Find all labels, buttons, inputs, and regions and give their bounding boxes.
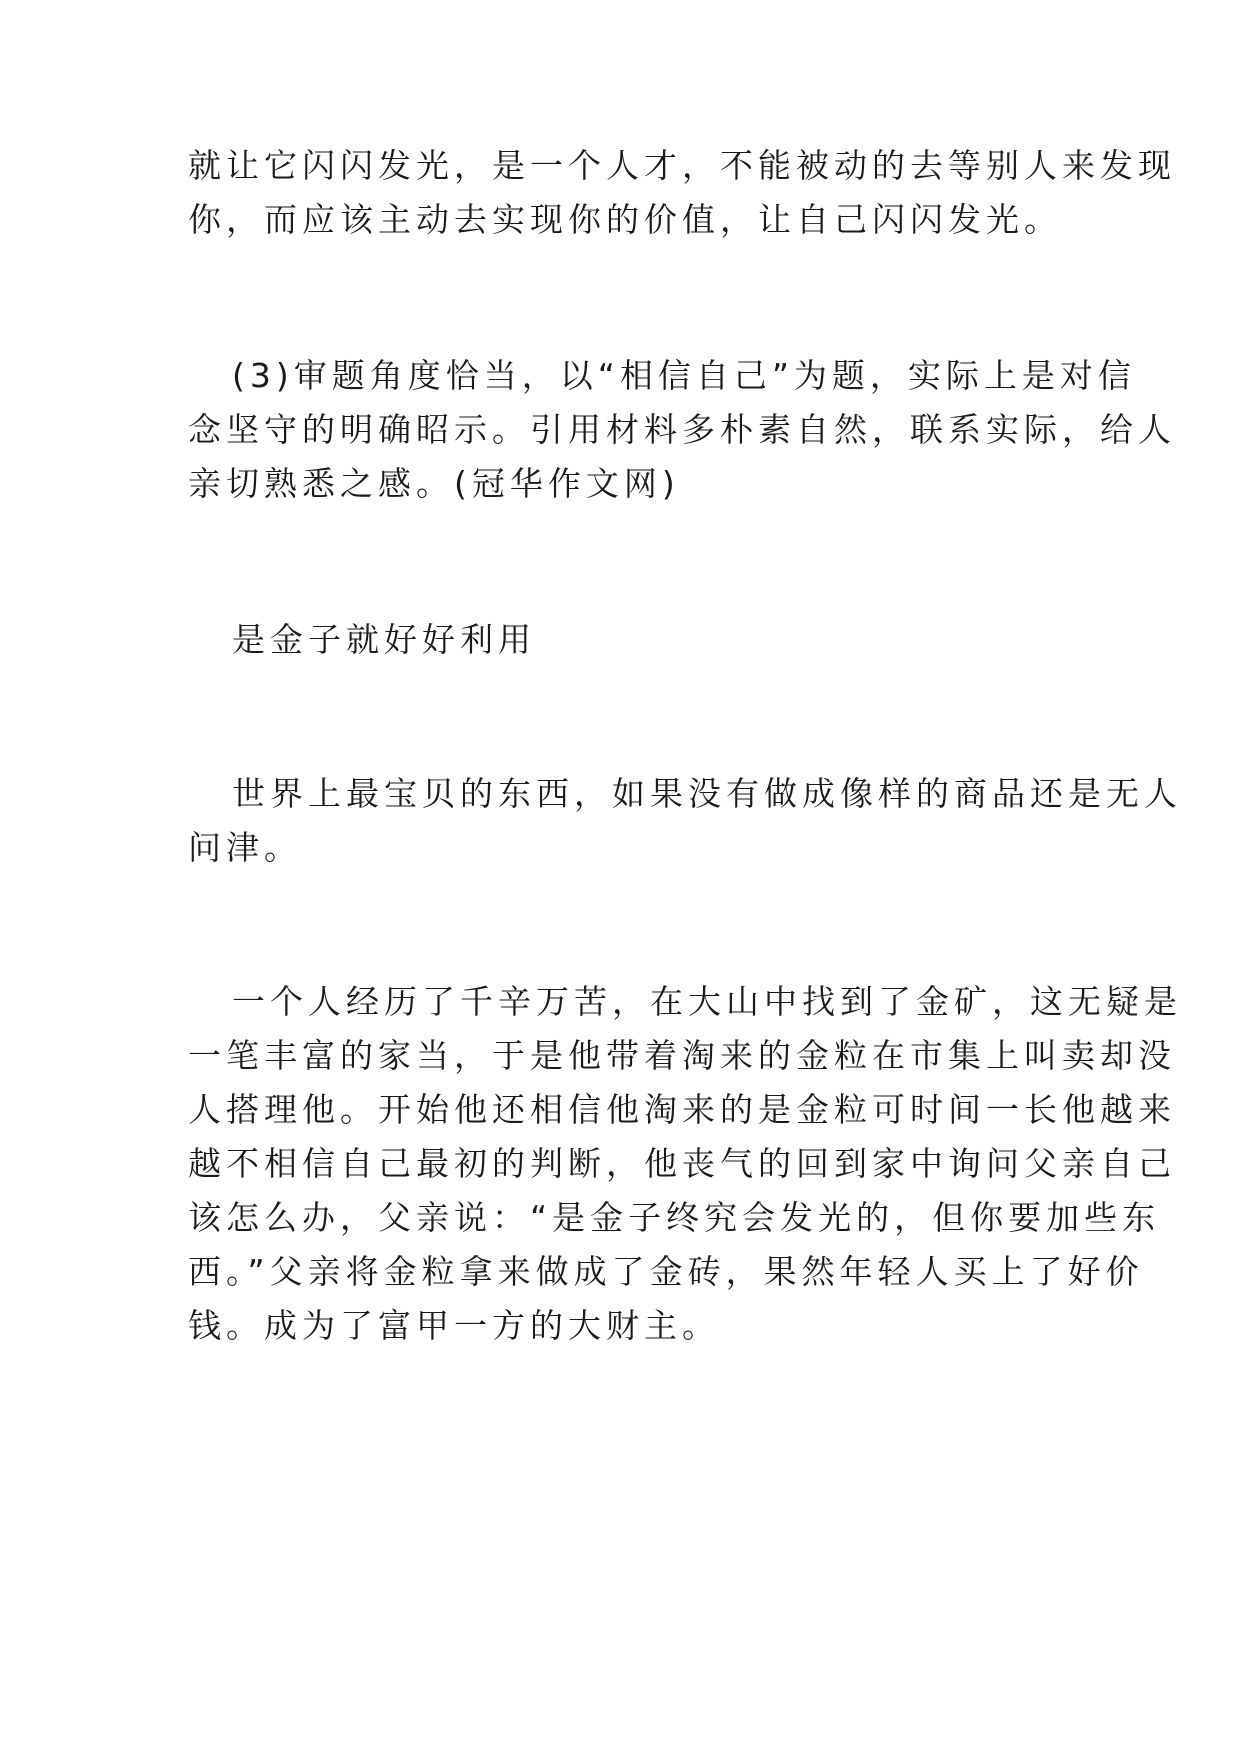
paragraph-4-line-5: 该怎么办，父亲说：“是金子终究会发光的，但你要加些东	[188, 1198, 1161, 1237]
paragraph-2-line-2: 念坚守的明确昭示。引用材料多朴素自然，联系实际，给人	[188, 410, 1176, 449]
paragraph-2-line-3: 亲切熟悉之感。(冠华作文网)	[188, 464, 680, 503]
essay-title: 是金子就好好利用	[232, 620, 536, 659]
paragraph-1-line-2: 你，而应该主动去实现你的价值，让自己闪闪发光。	[188, 200, 1062, 239]
paragraph-4-line-2: 一笔丰富的家当，于是他带着淘来的金粒在市集上叫卖却没	[188, 1036, 1176, 1075]
paragraph-3-line-2: 问津。	[188, 828, 302, 867]
paragraph-2-line-1: (3)审题角度恰当，以“相信自己”为题，实际上是对信	[232, 356, 1136, 395]
paragraph-4-line-6: 西。”父亲将金粒拿来做成了金砖，果然年轻人买上了好价	[188, 1252, 1144, 1291]
paragraph-1-line-1: 就让它闪闪发光，是一个人才，不能被动的去等别人来发现	[188, 146, 1176, 185]
paragraph-3-line-1: 世界上最宝贝的东西，如果没有做成像样的商品还是无人	[232, 774, 1182, 813]
paragraph-4-line-7: 钱。成为了富甲一方的大财主。	[188, 1306, 720, 1345]
paragraph-4-line-4: 越不相信自己最初的判断，他丧气的回到家中询问父亲自己	[188, 1144, 1176, 1183]
paragraph-4-line-3: 人搭理他。开始他还相信他淘来的是金粒可时间一长他越来	[188, 1090, 1176, 1129]
paragraph-4-line-1: 一个人经历了千辛万苦，在大山中找到了金矿，这无疑是	[232, 982, 1182, 1021]
